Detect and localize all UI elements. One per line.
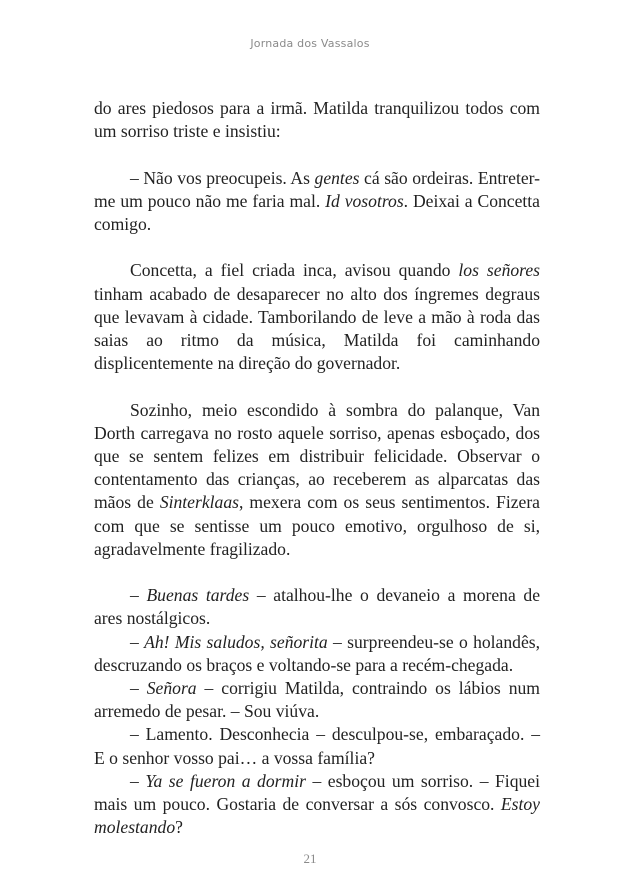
italic-run: gentes	[314, 167, 360, 188]
text-run: – esboçou um sorriso. – Fiquei mais um pouco. Gostaria de conversar a sós convosco.	[94, 770, 540, 815]
italic-run: los señores	[458, 260, 541, 281]
paragraph	[94, 584, 540, 630]
paragraph	[94, 723, 540, 769]
text-run: , mexera com os seus sentimentos. Fizera com que se sentisse um pouco emotivo, orgulhoso de si, agradavelmente fragilizado.	[94, 492, 540, 559]
body-text	[94, 97, 540, 839]
text-run: tinham acabado de desaparecer no alto dos íngremes degraus que levavam à cidade. Tamborilando de leve a mão à roda das saias ao ritmo da música, Matilda foi caminhando displicentemente na direção do governador.	[94, 283, 540, 374]
text-run: –	[130, 770, 146, 791]
paragraph	[94, 677, 540, 723]
text-run: –	[130, 678, 147, 699]
text-run: Sozinho, meio escondido à sombra do palanque, Van Dorth carregava no rosto aquele sorriso, apenas esboçado, dos que se sentem felizes em distribuir felicidade. Observar o contentamento das crianças, ao receberem as alparcatas das mãos de	[94, 399, 540, 513]
page-number: 21	[303, 851, 317, 866]
text-run: ?	[175, 817, 183, 838]
italic-run: Ya se fueron a dormir	[145, 770, 306, 791]
text-run: –	[130, 585, 147, 606]
text-run: . Deixai a Concetta comigo.	[94, 190, 540, 234]
paragraph	[94, 399, 540, 561]
italic-run: Ah! Mis saludos, señorita	[144, 631, 328, 652]
italic-run: Buenas tardes	[146, 585, 250, 606]
paragraph	[94, 631, 540, 677]
text-run: – corrigiu Matilda, contraindo os lábios num arremedo de pesar. – Sou viúva.	[94, 678, 540, 722]
running-header: Jornada dos Vassalos	[250, 37, 370, 50]
text-run: – Lamento. Desconhecia – desculpou-se, embaraçado. – E o senhor vosso pai… a vossa família?	[94, 724, 540, 768]
italic-run: Estoy molestando	[94, 794, 540, 838]
italic-run: Sinterklaas	[159, 492, 239, 513]
text-run: do ares piedosos para a irmã. Matilda tranquilizou todos com um sorriso triste e insistiu:	[94, 98, 540, 142]
text-run: cá são ordeiras. Entreter-me um pouco não me faria mal.	[94, 167, 541, 211]
paragraph	[94, 770, 540, 840]
italic-run: Id vosotros	[325, 190, 404, 211]
paragraph	[94, 259, 540, 375]
text-run: – atalhou-lhe o devaneio a morena de ares nostálgicos.	[94, 585, 541, 629]
paragraph	[94, 167, 540, 237]
italic-run: Señora	[146, 678, 197, 699]
text-run: – surpreendeu-se o holandês, descruzando os braços e voltando-se para a recém-chegada.	[94, 631, 541, 675]
text-run: –	[130, 631, 145, 652]
text-run: – Não vos preocupeis. As	[130, 167, 315, 188]
text-run: Concetta, a fiel criada inca, avisou quando	[130, 260, 459, 281]
paragraph	[94, 97, 540, 143]
